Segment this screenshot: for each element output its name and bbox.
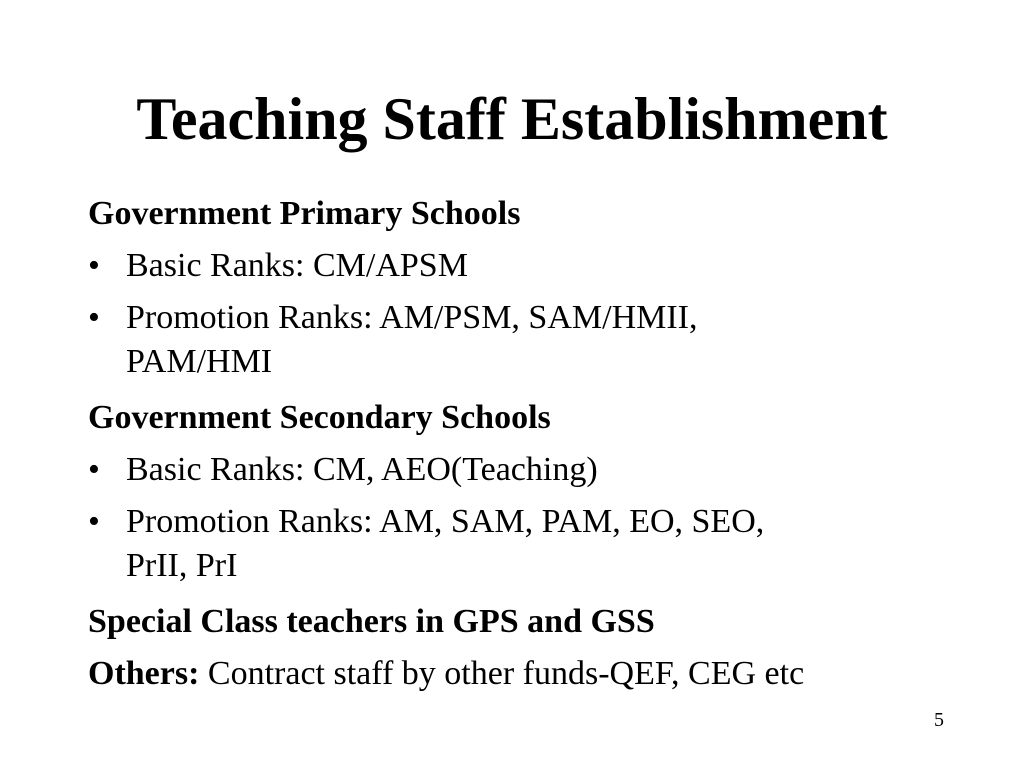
page-number: 5 <box>934 709 944 731</box>
bullet-text: Promotion Ranks: AM, SAM, PAM, EO, SEO, <box>126 503 765 540</box>
bullet-marker: • <box>88 247 100 284</box>
bullet-item <box>88 448 948 492</box>
others-label: Others: <box>88 655 200 692</box>
section-heading-secondary: Government Secondary Schools <box>88 399 551 436</box>
bullet-marker: • <box>88 451 100 488</box>
bullet-item <box>88 244 948 288</box>
bullet-text-continuation: PrII, PrI <box>126 547 238 584</box>
section-heading-primary: Government Primary Schools <box>88 195 521 232</box>
bullet-text: Basic Ranks: CM, AEO(Teaching) <box>126 451 598 488</box>
slide-body <box>88 192 948 696</box>
bullet-marker: • <box>88 299 100 336</box>
section-heading-special: Special Class teachers in GPS and GSS <box>88 603 655 640</box>
bullet-item <box>88 296 948 384</box>
bullet-marker: • <box>88 503 100 540</box>
bullet-item <box>88 500 948 588</box>
slide-title: Teaching Staff Establishment <box>136 86 888 152</box>
bullet-text: Promotion Ranks: AM/PSM, SAM/HMII, <box>126 299 698 336</box>
bullet-text: Basic Ranks: CM/APSM <box>126 247 468 284</box>
others-text: Contract staff by other funds-QEF, CEG etc <box>199 655 805 692</box>
others-line <box>88 652 948 696</box>
bullet-text-continuation: PAM/HMI <box>126 343 273 380</box>
